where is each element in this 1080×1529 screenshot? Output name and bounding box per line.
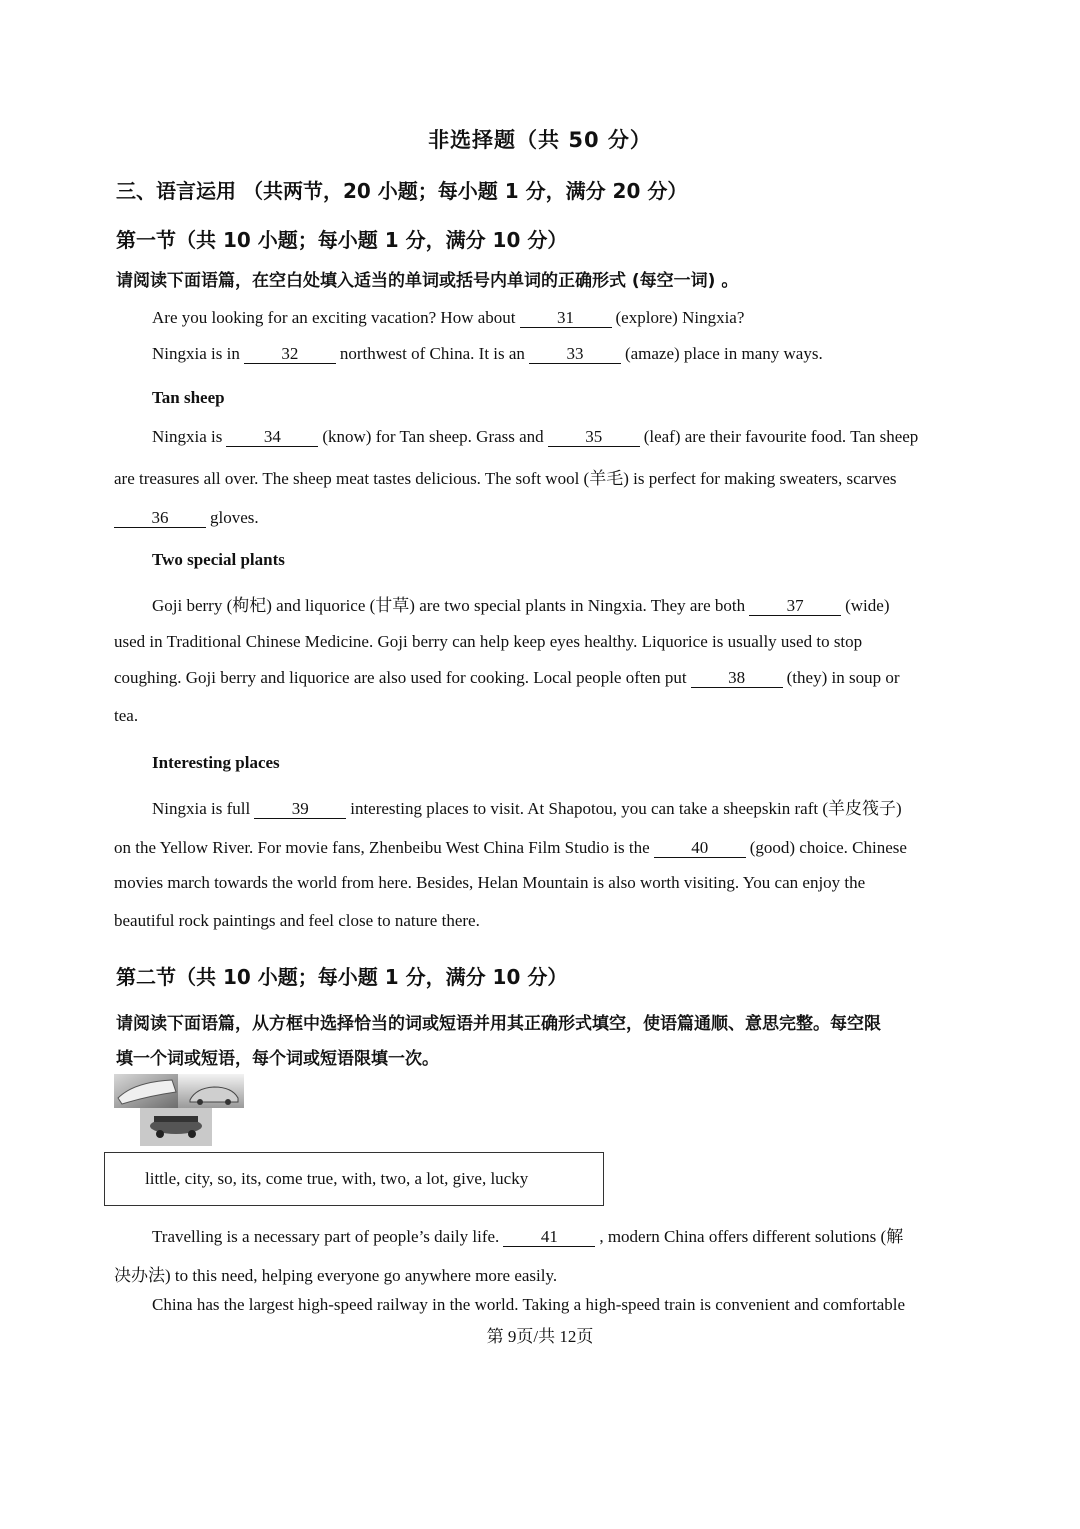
passage-line: are treasures all over. The sheep meat tastes delicious. The soft wool (羊毛) is perfect for making sweaters, scarves bbox=[114, 469, 897, 488]
blank-36[interactable]: 36 bbox=[114, 509, 206, 528]
blank-40[interactable]: 40 bbox=[654, 839, 746, 858]
blank-34[interactable]: 34 bbox=[226, 428, 318, 447]
subheading-places: Interesting places bbox=[152, 753, 280, 772]
passage-line: 决办法) to this need, helping everyone go anywhere more easily. bbox=[114, 1266, 558, 1285]
word-bank-box: little, city, so, its, come true, with, two, a lot, give, lucky bbox=[104, 1152, 604, 1206]
subheading-tan-sheep: Tan sheep bbox=[152, 388, 225, 407]
section-heading: 三、语言运用 （共两节，20 小题；每小题 1 分，满分 20 分） bbox=[116, 179, 688, 203]
passage-line: coughing. Goji berry and liquorice are also used for cooking. Local people often put 38 (they) in soup or bbox=[114, 668, 900, 687]
transport-picture bbox=[114, 1074, 244, 1146]
passage-line: Ningxia is full 39 interesting places to visit. At Shapotou, you can take a sheepskin raft (羊皮筏子) bbox=[152, 799, 902, 818]
passage-line: Ningxia is in 32 northwest of China. It is an 33 (amaze) place in many ways. bbox=[152, 344, 823, 363]
passage-line: Goji berry (枸杞) and liquorice (甘草) are two special plants in Ningxia. They are both 37 (wide) bbox=[152, 596, 890, 615]
part1-heading: 第一节（共 10 小题；每小题 1 分，满分 10 分） bbox=[116, 228, 568, 252]
passage-line: movies march towards the world from here. Besides, Helan Mountain is also worth visiting. You can enjoy the bbox=[114, 873, 866, 892]
passage-line: Are you looking for an exciting vacation? How about 31 (explore) Ningxia? bbox=[152, 308, 745, 327]
page-number: 第 9页/共 12页 bbox=[486, 1327, 594, 1346]
part2-instruction: 填一个词或短语，每个词或短语限填一次。 bbox=[116, 1049, 439, 1069]
blank-31[interactable]: 31 bbox=[520, 309, 612, 328]
part2-heading: 第二节（共 10 小题；每小题 1 分，满分 10 分） bbox=[116, 965, 568, 989]
blank-38[interactable]: 38 bbox=[691, 669, 783, 688]
blank-32[interactable]: 32 bbox=[244, 345, 336, 364]
blank-37[interactable]: 37 bbox=[749, 597, 841, 616]
passage-line: tea. bbox=[114, 706, 139, 725]
passage-line: used in Traditional Chinese Medicine. Goji berry can help keep eyes healthy. Liquorice is usually used to stop bbox=[114, 632, 863, 651]
subheading-plants: Two special plants bbox=[152, 550, 285, 569]
blank-39[interactable]: 39 bbox=[254, 800, 346, 819]
passage-line: 36 gloves. bbox=[110, 508, 259, 528]
part2-instruction: 请阅读下面语篇，从方框中选择恰当的词或短语并用其正确形式填空，使语篇通顺、意思完整。每空限 bbox=[116, 1014, 881, 1034]
blank-33[interactable]: 33 bbox=[529, 345, 621, 364]
blank-35[interactable]: 35 bbox=[548, 428, 640, 447]
part1-instruction: 请阅读下面语篇，在空白处填入适当的单词或括号内单词的正确形式 (每空一词) 。 bbox=[116, 271, 739, 291]
passage-line: on the Yellow River. For movie fans, Zhenbeibu West China Film Studio is the 40 (good) choice. Chinese bbox=[114, 838, 907, 857]
passage-line: beautiful rock paintings and feel close to nature there. bbox=[114, 911, 480, 930]
passage-line: Ningxia is 34 (know) for Tan sheep. Grass and 35 (leaf) are their favourite food. Tan sheep bbox=[152, 427, 919, 446]
blank-41[interactable]: 41 bbox=[503, 1228, 595, 1247]
page-title: 非选择题（共 50 分） bbox=[428, 128, 652, 152]
passage-line: China has the largest high-speed railway in the world. Taking a high-speed train is convenient and comfortable bbox=[152, 1295, 906, 1314]
passage-line: Travelling is a necessary part of people’s daily life. 41 , modern China offers different solutions (解 bbox=[152, 1227, 904, 1246]
